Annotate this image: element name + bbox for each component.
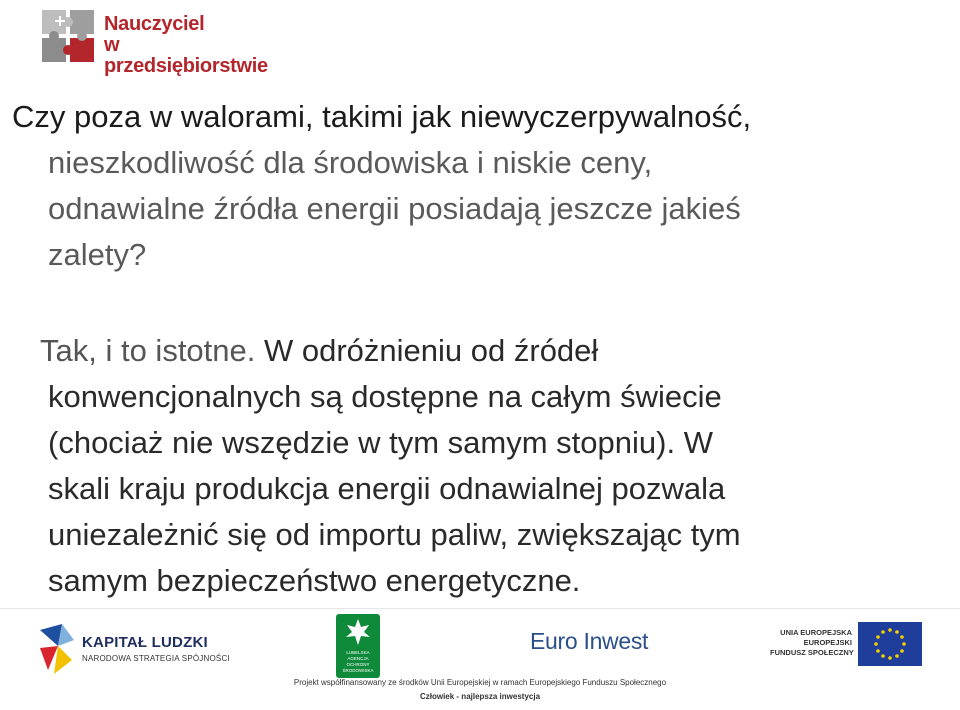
eu-text <box>770 628 852 658</box>
answer-line: (chociaż nie wszędzie w tym samym stopniu). W <box>48 425 713 460</box>
kapital-ludzki-logo <box>36 620 230 676</box>
brand-name <box>104 14 288 77</box>
eu-line: FUNDUSZ SPOŁECZNY <box>770 648 854 657</box>
funding-motto: Człowiek - najlepsza inwestycja <box>419 692 541 701</box>
euro-inwest-logo: Euro Inwest <box>530 628 649 654</box>
eu-line: UNIA EUROPEJSKA <box>780 628 852 637</box>
kapital-ludzki-subtitle: NARODOWA STRATEGIA SPÓJNOŚCI <box>82 654 230 663</box>
question-line: Czy poza w walorami, takimi jak niewyczerpywalność, <box>12 99 752 134</box>
answer-intro: Tak, i to istotne. <box>40 333 256 368</box>
lubelska-line: OCHRONY <box>346 662 370 667</box>
answer-line: konwencjonalnych są dostępne na całym świecie <box>48 379 722 414</box>
brand-line-1: Nauczyciel <box>104 13 205 35</box>
kapital-ludzki-title: KAPITAŁ LUDZKI <box>82 634 208 651</box>
answer-line: samym bezpieczeństwo energetyczne. <box>48 563 581 598</box>
eu-line: EUROPEJSKI <box>803 638 852 647</box>
answer-paragraph <box>12 328 942 604</box>
footer-divider <box>0 608 960 609</box>
brand-line-2: w przedsiębiorstwie <box>104 34 268 77</box>
footer <box>0 608 960 710</box>
lubelska-agencja-text <box>338 650 378 674</box>
answer-line <box>12 328 942 374</box>
eu-logo <box>770 622 930 672</box>
answer-line: skali kraju produkcja energii odnawialnej pozwala <box>48 471 726 506</box>
question-paragraph <box>12 94 942 278</box>
answer-line: uniezależnić się od importu paliw, zwiększając tym <box>48 517 741 552</box>
question-line: zalety? <box>48 237 147 272</box>
puzzle-icon <box>38 6 98 66</box>
lubelska-agencja-logo <box>336 614 380 678</box>
lubelska-line: ŚRODOWISKA <box>342 668 374 673</box>
eu-flag-icon <box>858 622 922 666</box>
header-logo <box>38 6 288 77</box>
answer-line-rest: W odróżnieniu od źródeł <box>255 333 599 368</box>
kapital-ludzki-star-icon <box>36 620 76 676</box>
question-line: odnawialne źródła energii posiadają jeszcze jakieś <box>48 191 741 226</box>
leaf-icon <box>344 618 372 646</box>
slide-content <box>12 94 942 604</box>
question-line: nieszkodliwość dla środowiska i niskie ceny, <box>48 145 653 180</box>
funding-note: Projekt współfinansowany ze środków Unii Europejskiej w ramach Europejskiego Funduszu Społecznego <box>293 678 667 687</box>
lubelska-line: LUBELSKA <box>346 650 370 655</box>
lubelska-line: AGENCJA <box>347 656 369 661</box>
